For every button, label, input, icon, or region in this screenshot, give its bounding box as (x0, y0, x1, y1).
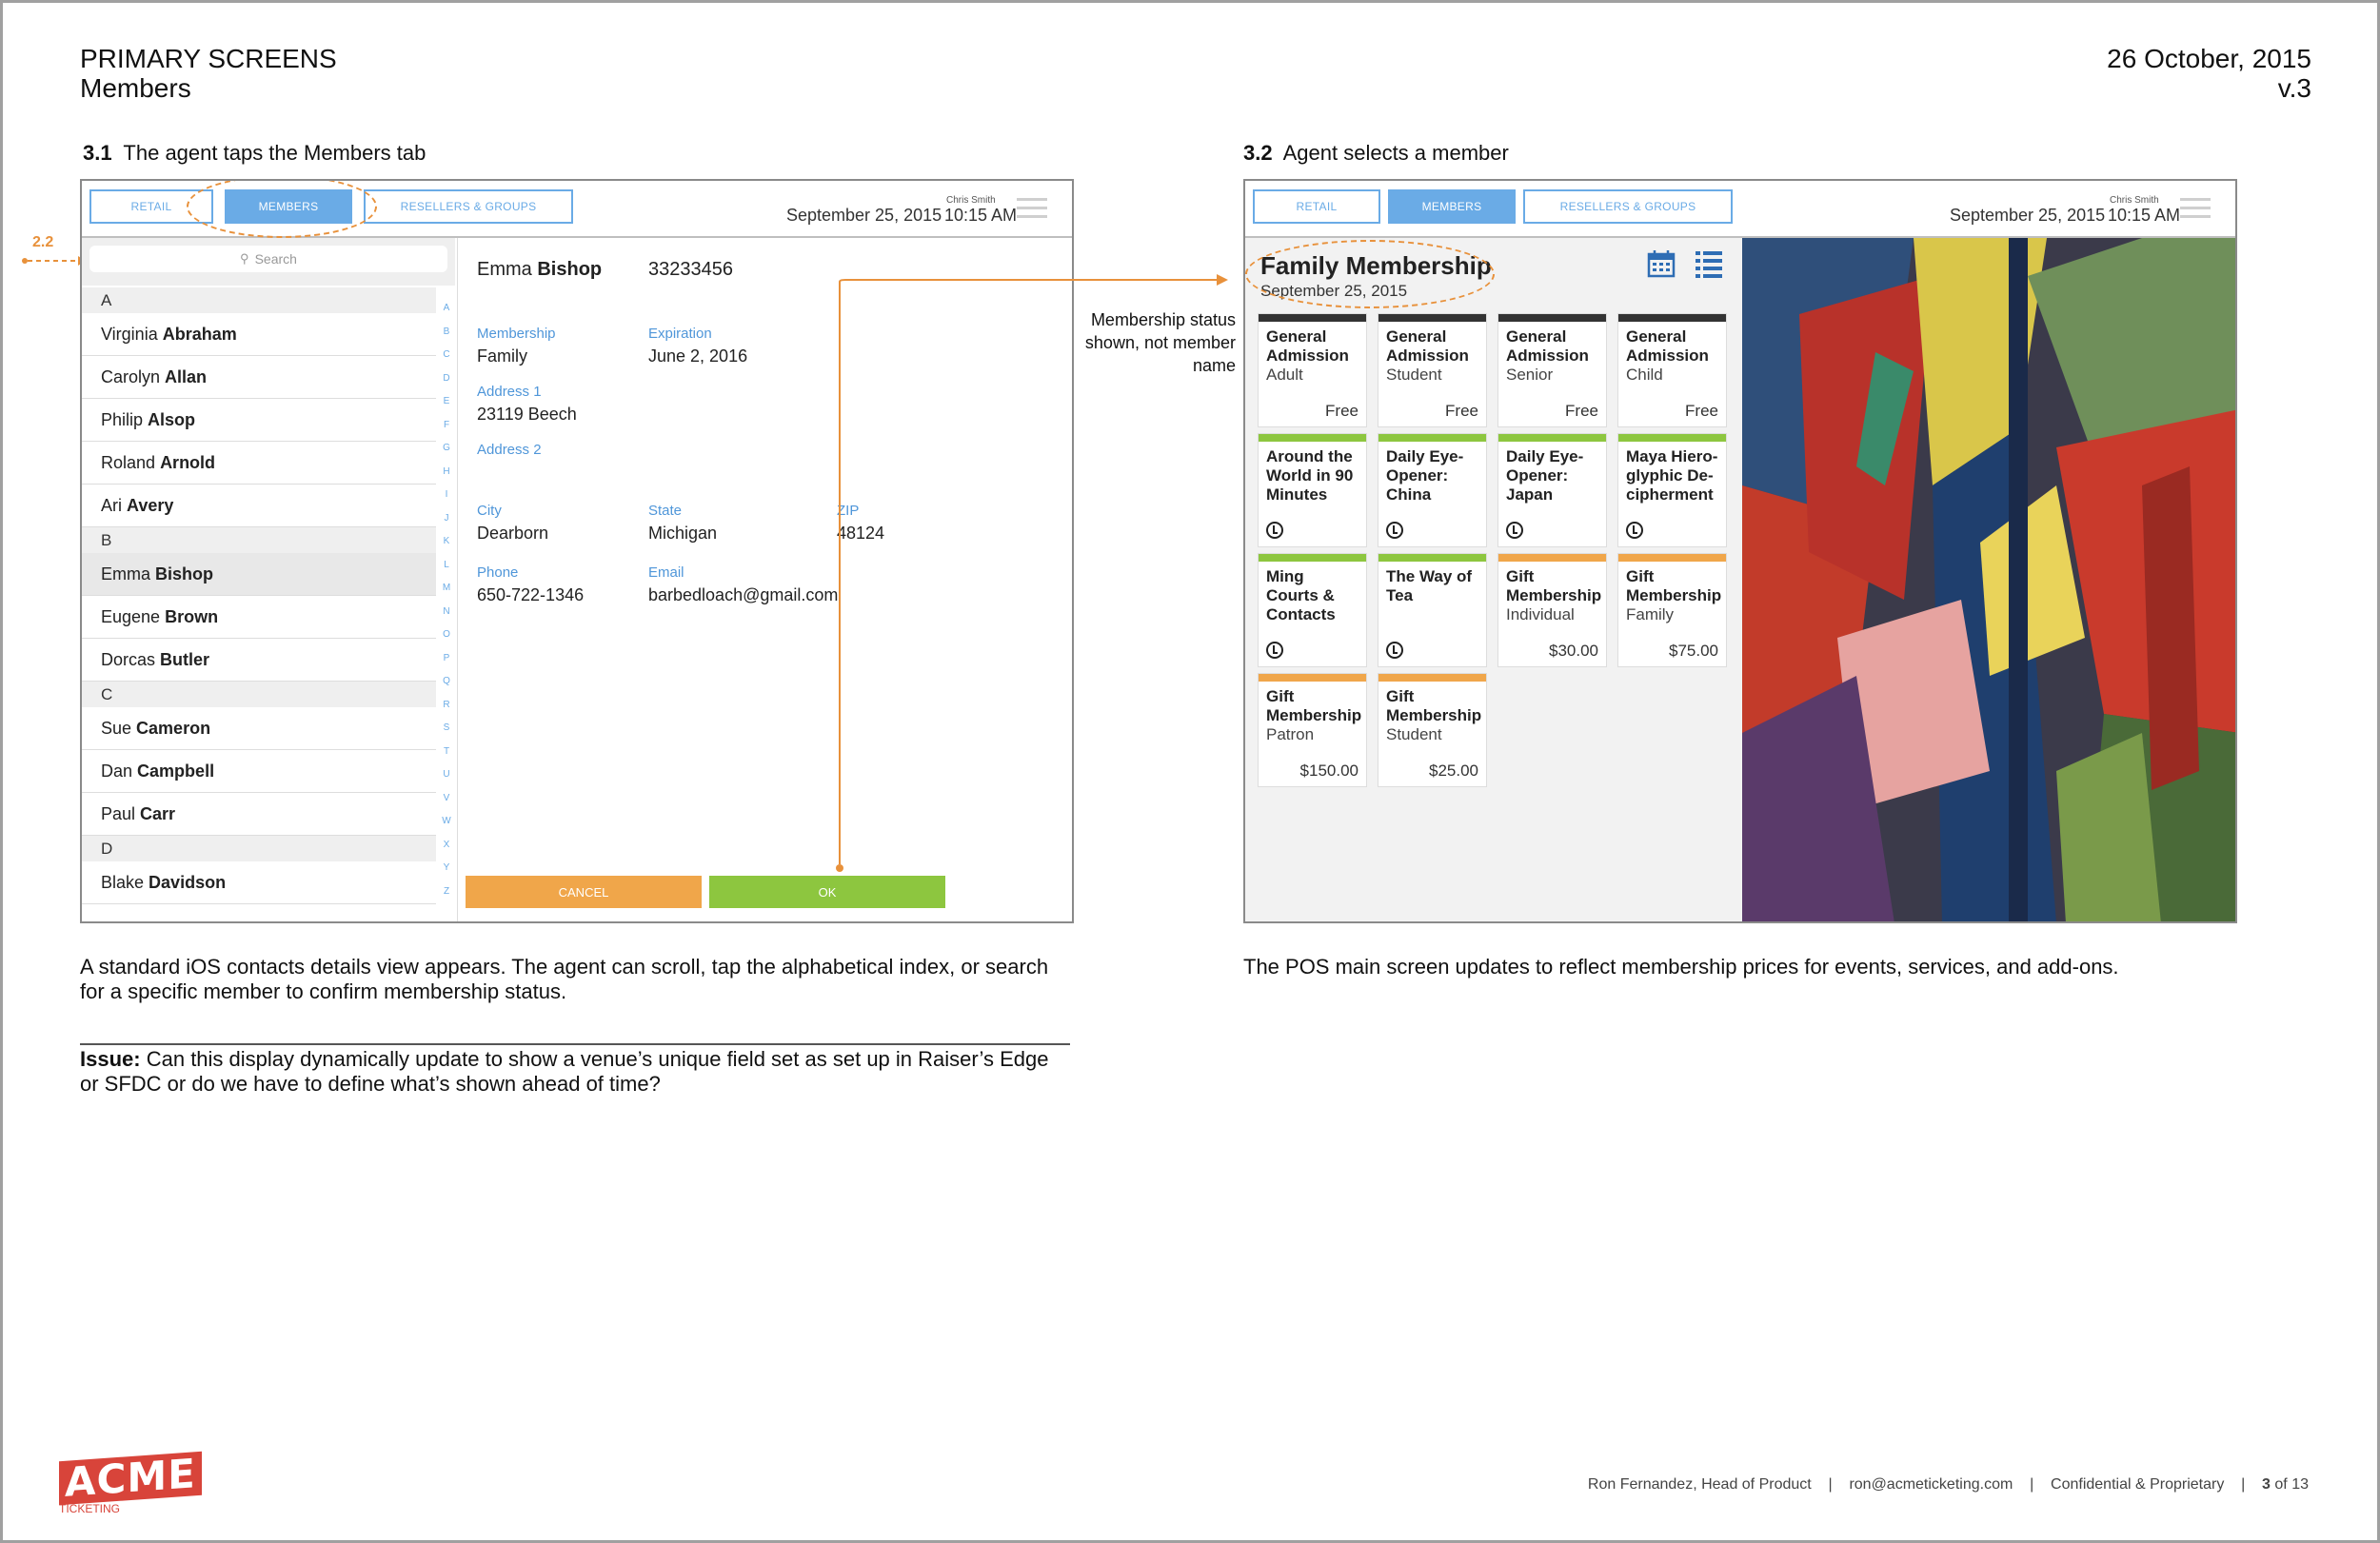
alphabet-index-letter[interactable]: A (443, 303, 450, 313)
page-total: of 13 (2274, 1476, 2309, 1493)
member-list-item[interactable] (82, 793, 436, 836)
tile-price: $30.00 (1549, 642, 1598, 660)
member-list-item[interactable] (82, 639, 436, 682)
product-tile[interactable] (1259, 434, 1366, 546)
tile-title: General Admission (1386, 327, 1469, 365)
search-bar (82, 238, 455, 286)
detail-first-name: Emma (477, 259, 532, 280)
member-first-name: Carolyn (101, 366, 161, 386)
pos-main-screen (1243, 179, 2237, 923)
alphabet-index-letter[interactable]: B (443, 326, 450, 337)
member-first-name: Blake (101, 872, 145, 892)
alphabet-index-letter[interactable]: N (443, 605, 450, 617)
clock-icon (1386, 642, 1403, 659)
member-first-name: Dan (101, 761, 133, 781)
member-first-name: Philip (101, 409, 144, 429)
cancel-button[interactable]: CANCEL (466, 876, 702, 908)
alphabet-index-letter[interactable]: Y (443, 862, 450, 873)
alphabet-index-letter[interactable]: Z (443, 885, 450, 897)
tile-subtitle: Individual (1506, 605, 1575, 623)
menu-icon[interactable] (1017, 198, 1047, 219)
member-list-item[interactable] (82, 485, 436, 527)
alphabet-index-letter[interactable]: X (443, 839, 450, 850)
tile-title: Ming Courts & Contacts (1266, 567, 1336, 623)
tile-subtitle: Child (1626, 366, 1663, 384)
product-tile[interactable] (1259, 674, 1366, 786)
artwork-image (1742, 238, 2235, 921)
tile-title: General Admission (1506, 327, 1589, 365)
tab-bar (1245, 181, 2235, 238)
alphabet-index-letter[interactable]: W (442, 816, 451, 826)
alphabet-index-letter[interactable]: U (443, 769, 450, 780)
alphabet-index-letter[interactable]: C (443, 349, 450, 360)
detail-name (477, 259, 602, 281)
tab-members[interactable]: MEMBERS (225, 189, 352, 224)
membership-highlight (1245, 240, 1495, 308)
tile-title: Gift Membership (1506, 567, 1602, 604)
member-last-name: Alsop (148, 409, 196, 429)
alphabet-index-letter[interactable]: E (443, 396, 450, 406)
member-last-name: Avery (127, 495, 174, 515)
product-tile[interactable] (1259, 554, 1366, 666)
page-subtitle: Members (80, 73, 191, 103)
state-value: Michigan (648, 524, 718, 543)
section-3-2-label (1243, 141, 1509, 166)
issue-note (80, 1047, 1070, 1097)
search-placeholder: Search (254, 251, 297, 267)
member-first-name: Eugene (101, 606, 161, 626)
tile-subtitle: Family (1626, 605, 1675, 623)
logo-subtext: TICKETING (59, 1502, 121, 1515)
member-first-name: Emma (101, 564, 151, 584)
tile-title: Gift Membership (1626, 567, 1722, 604)
clock-icon (1266, 522, 1283, 539)
search-input[interactable] (89, 246, 447, 272)
tile-title: Daily Eye-Opener: China (1386, 447, 1464, 504)
membership-callout: Membership status shown, not member name (1084, 310, 1236, 375)
alphabet-index-letter[interactable]: J (444, 512, 449, 524)
tile-subtitle: Senior (1506, 366, 1554, 384)
ok-button[interactable]: OK (709, 876, 945, 908)
alphabet-index-letter[interactable]: R (443, 699, 450, 710)
tile-subtitle: Patron (1266, 725, 1315, 743)
product-tile[interactable] (1618, 554, 1726, 666)
product-tile[interactable] (1378, 674, 1486, 786)
alphabet-index-letter[interactable]: K (443, 536, 450, 546)
tile-price: Free (1325, 402, 1359, 420)
document-version: v.3 (2277, 73, 2311, 103)
alphabet-index-letter[interactable]: T (443, 745, 450, 757)
address1-value: 23119 Beech (477, 405, 577, 424)
document-date: 26 October, 2015 (2107, 44, 2311, 73)
address2-label: Address 2 (477, 442, 542, 458)
tile-title: The Way of Tea (1386, 567, 1473, 604)
tile-price: $75.00 (1669, 642, 1718, 660)
alphabet-index[interactable] (438, 297, 455, 903)
user-name: Chris Smith (2110, 195, 2159, 206)
acme-logo (59, 1450, 202, 1515)
member-list-item[interactable] (82, 707, 436, 750)
current-time: 10:15 AM (2108, 206, 2181, 225)
alphabet-index-letter[interactable]: D (443, 372, 450, 384)
document-meta (2107, 44, 2311, 103)
product-tile[interactable] (1378, 314, 1486, 426)
tile-price: $25.00 (1429, 762, 1478, 780)
email-label: Email (648, 564, 684, 581)
alphabet-index-letter[interactable]: I (445, 489, 448, 500)
tile-title: General Admission (1266, 327, 1349, 365)
tile-price: $150.00 (1299, 762, 1359, 780)
alphabet-index-letter[interactable]: Q (443, 676, 450, 686)
member-last-name: Campbell (137, 761, 215, 781)
pos-product-panel (1245, 238, 1742, 921)
search-icon: ⚲ (240, 251, 249, 266)
member-id: 33233456 (648, 259, 733, 280)
footer-email: ron@acmeticketing.com (1849, 1476, 2013, 1493)
member-last-name: Abraham (162, 324, 237, 344)
alphabet-index-letter[interactable]: V (443, 792, 450, 803)
membership-label: Membership (477, 326, 556, 342)
tile-subtitle: Student (1386, 725, 1442, 743)
annotation-2-2: 2.2 (32, 234, 54, 250)
tab-members[interactable]: MEMBERS (1388, 189, 1516, 224)
member-list-item[interactable] (82, 596, 436, 639)
member-list-item[interactable] (82, 399, 436, 442)
member-list-item[interactable] (82, 313, 436, 356)
member-list-item[interactable] (82, 750, 436, 793)
logo-text: ACME (59, 1452, 202, 1505)
list-section-header: B (82, 527, 436, 553)
alphabet-index-letter[interactable]: O (443, 629, 450, 640)
tile-title: Daily Eye-Opener: Japan (1506, 447, 1584, 504)
tile-price: Free (1685, 402, 1718, 420)
member-first-name: Ari (101, 495, 122, 515)
member-list-item[interactable] (82, 442, 436, 485)
product-tile[interactable] (1618, 434, 1726, 546)
member-last-name: Bishop (155, 564, 214, 584)
current-date: September 25, 2015 (786, 206, 942, 225)
member-last-name: Cameron (136, 718, 211, 738)
clock-icon (1386, 522, 1403, 539)
tile-title: Gift Membership (1266, 687, 1362, 724)
list-section-header: D (82, 836, 436, 861)
member-list-item[interactable] (82, 356, 436, 399)
expiration-value: June 2, 2016 (648, 346, 748, 366)
member-first-name: Sue (101, 718, 132, 738)
membership-date: September 25, 2015 (1260, 282, 1408, 300)
page-title: PRIMARY SCREENS (80, 44, 337, 73)
email-value: barbedloach@gmail.com (648, 585, 839, 604)
tile-title: Around the World in 90 Minutes (1266, 447, 1354, 504)
member-last-name: Brown (165, 606, 219, 626)
product-tile[interactable] (1498, 434, 1606, 546)
alphabet-index-letter[interactable]: P (443, 652, 450, 663)
member-first-name: Dorcas (101, 649, 156, 669)
member-list (82, 287, 436, 904)
section-label-text: Agent selects a member (1282, 141, 1509, 165)
list-view-icon[interactable] (1695, 249, 1723, 278)
footer: Ron Fernandez, Head of Product | ron@acmeticketing.com | Confidential & Proprietary | 3 of 13 (1587, 1476, 2309, 1493)
alphabet-index-letter[interactable]: S (443, 722, 450, 733)
expiration-label: Expiration (648, 326, 712, 342)
issue-divider (80, 1043, 1070, 1045)
tile-title: Maya Hiero-glyphic De-cipherment (1626, 447, 1718, 504)
member-last-name: Carr (140, 803, 176, 823)
detail-last-name: Bishop (537, 259, 603, 280)
section-3-1-label (83, 141, 426, 166)
clock-icon (1626, 522, 1643, 539)
product-tile[interactable] (1498, 314, 1606, 426)
member-last-name: Butler (160, 649, 210, 669)
issue-text: Can this display dynamically update to show a venue’s unique field set as set up in Raiser’s Edge or SFDC or do we have to define what’s shown ahead of time? (80, 1047, 1049, 1096)
tile-price: Free (1445, 402, 1478, 420)
footer-author: Ron Fernandez, Head of Product (1587, 1476, 1812, 1493)
tile-title: Gift Membership (1386, 687, 1482, 724)
member-first-name: Paul (101, 803, 136, 823)
member-last-name: Arnold (160, 452, 216, 472)
footer-confidential: Confidential & Proprietary (2051, 1476, 2225, 1493)
phone-value: 650-722-1346 (477, 585, 585, 604)
product-tile[interactable] (1378, 554, 1486, 666)
clock-icon (1506, 522, 1523, 539)
product-tile[interactable] (1378, 434, 1486, 546)
section-number: 3.2 (1243, 141, 1273, 165)
address1-label: Address 1 (477, 384, 542, 400)
issue-label: Issue: (80, 1047, 141, 1071)
list-section-header: A (82, 287, 436, 313)
calendar-icon[interactable] (1647, 249, 1676, 278)
tile-subtitle: Student (1386, 366, 1442, 384)
list-section-header: C (82, 682, 436, 707)
city-label: City (477, 503, 502, 519)
product-tile[interactable] (1498, 554, 1606, 666)
alphabet-index-letter[interactable]: G (443, 443, 450, 453)
tile-subtitle: Adult (1266, 366, 1303, 384)
member-list-item[interactable] (82, 861, 436, 904)
product-tile[interactable] (1618, 314, 1726, 426)
tile-title: General Admission (1626, 327, 1709, 365)
document-header (80, 44, 337, 103)
section-number: 3.1 (83, 141, 112, 165)
user-name: Chris Smith (946, 195, 996, 206)
section-label-text: The agent taps the Members tab (123, 141, 426, 165)
membership-value: Family (477, 346, 527, 366)
city-value: Dearborn (477, 524, 549, 543)
tab-resellers-groups[interactable]: RESELLERS & GROUPS (1523, 189, 1733, 224)
section-3-1-description: A standard iOS contacts details view appears. The agent can scroll, tap the alphabetical index, or search for a specific member to confirm membership status. (80, 955, 1049, 1003)
alphabet-index-letter[interactable]: F (443, 419, 450, 430)
alphabet-index-letter[interactable]: L (444, 559, 449, 570)
member-last-name: Davidson (149, 872, 227, 892)
annotation-arrow (19, 253, 86, 268)
phone-label: Phone (477, 564, 519, 581)
tab-retail[interactable]: RETAIL (1253, 189, 1380, 224)
state-label: State (648, 503, 683, 519)
page-number: 3 (2262, 1476, 2271, 1493)
product-tile[interactable] (1259, 314, 1366, 426)
member-first-name: Virginia (101, 324, 158, 344)
current-time: 10:15 AM (944, 206, 1018, 225)
background-artwork (1742, 238, 2235, 921)
section-3-2-description: The POS main screen updates to reflect membership prices for events, services, and add-ons. (1243, 955, 2119, 979)
clock-icon (1266, 642, 1283, 659)
tab-retail[interactable]: RETAIL (89, 189, 213, 224)
menu-icon[interactable] (2180, 198, 2211, 219)
alphabet-index-letter[interactable]: M (442, 583, 451, 593)
member-first-name: Roland (101, 452, 156, 472)
zip-value: 48124 (837, 524, 885, 543)
zip-label: ZIP (837, 503, 860, 519)
member-last-name: Allan (165, 366, 208, 386)
alphabet-index-letter[interactable]: H (443, 465, 450, 477)
current-date: September 25, 2015 (1950, 206, 2106, 225)
tab-resellers-groups[interactable]: RESELLERS & GROUPS (364, 189, 573, 224)
tile-price: Free (1565, 402, 1598, 420)
membership-title: Family Membership (1260, 251, 1492, 280)
member-list-item[interactable] (82, 553, 436, 596)
